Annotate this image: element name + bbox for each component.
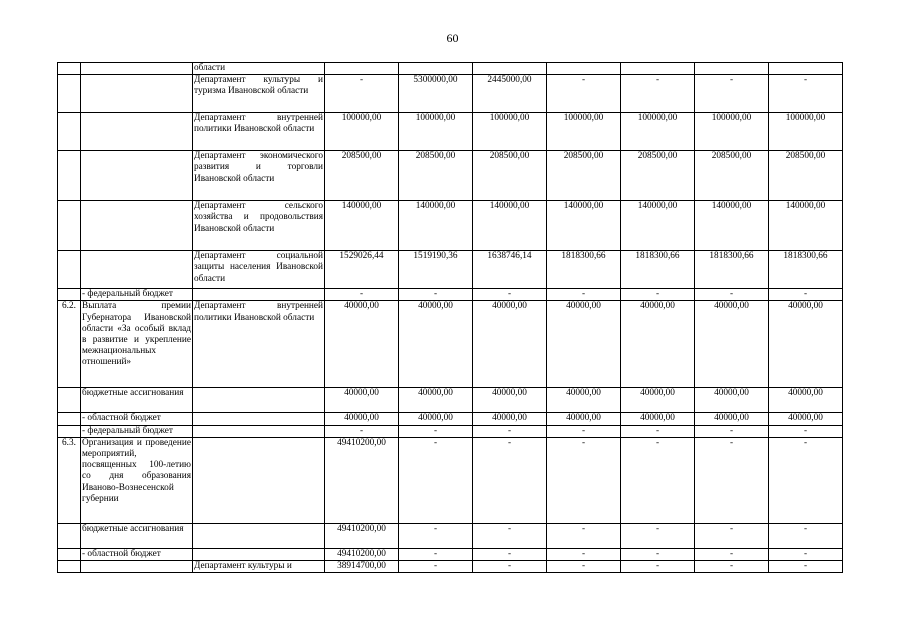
amount-cell: 208500,00 xyxy=(695,151,769,201)
executor-cell: Департамент внутренней политики Ивановской области xyxy=(193,301,325,388)
table-row xyxy=(58,413,843,425)
table-row xyxy=(58,437,843,523)
amount-cell: 49410200,00 xyxy=(325,548,399,560)
amount-cell: - xyxy=(473,425,547,437)
executor-cell: области xyxy=(193,63,325,75)
amount-cell xyxy=(547,63,621,75)
amount-cell: 40000,00 xyxy=(621,388,695,413)
executor-cell: Департамент экономического развития и торговли Ивановской области xyxy=(193,151,325,201)
amount-cell: 208500,00 xyxy=(621,151,695,201)
amount-cell xyxy=(399,63,473,75)
amount-cell: 100000,00 xyxy=(547,113,621,151)
amount-cell: - xyxy=(399,289,473,301)
amount-cell: 40000,00 xyxy=(473,388,547,413)
amount-cell: 40000,00 xyxy=(399,388,473,413)
table-row xyxy=(58,523,843,548)
amount-cell xyxy=(769,63,843,75)
amount-cell: - xyxy=(547,75,621,113)
amount-cell: - xyxy=(621,437,695,523)
amount-cell: - xyxy=(399,425,473,437)
table-row xyxy=(58,388,843,413)
amount-cell: 100000,00 xyxy=(695,113,769,151)
amount-cell: 100000,00 xyxy=(473,113,547,151)
amount-cell: - xyxy=(621,75,695,113)
amount-cell: 140000,00 xyxy=(547,201,621,251)
amount-cell: - xyxy=(695,289,769,301)
item-name-cell xyxy=(81,113,193,151)
table-row xyxy=(58,75,843,113)
item-number-cell xyxy=(58,201,81,251)
table-row xyxy=(58,201,843,251)
amount-cell: - xyxy=(621,561,695,573)
amount-cell: 140000,00 xyxy=(621,201,695,251)
amount-cell: 100000,00 xyxy=(325,113,399,151)
item-number-cell: 6.2. xyxy=(58,301,81,388)
amount-cell: - xyxy=(547,561,621,573)
amount-cell: 40000,00 xyxy=(695,301,769,388)
executor-cell xyxy=(193,523,325,548)
executor-cell xyxy=(193,437,325,523)
item-number-cell xyxy=(58,523,81,548)
amount-cell: - xyxy=(695,75,769,113)
item-number-cell xyxy=(58,425,81,437)
amount-cell xyxy=(325,63,399,75)
executor-cell: Департамент социальной защиты населения Ивановской области xyxy=(193,251,325,289)
table-row xyxy=(58,548,843,560)
amount-cell: 40000,00 xyxy=(769,413,843,425)
amount-cell: 40000,00 xyxy=(399,413,473,425)
item-number-cell xyxy=(58,63,81,75)
amount-cell: 208500,00 xyxy=(769,151,843,201)
executor-cell: Департамент культуры и туризма Ивановской области xyxy=(193,75,325,113)
amount-cell: 49410200,00 xyxy=(325,437,399,523)
table-row xyxy=(58,425,843,437)
amount-cell: - xyxy=(621,548,695,560)
amount-cell: - xyxy=(547,548,621,560)
table-row xyxy=(58,301,843,388)
amount-cell: 140000,00 xyxy=(325,201,399,251)
table-row xyxy=(58,63,843,75)
executor-cell xyxy=(193,425,325,437)
item-name-cell: - федеральный бюджет xyxy=(81,289,193,301)
amount-cell: 1818300,66 xyxy=(695,251,769,289)
amount-cell: - xyxy=(695,561,769,573)
amount-cell: - xyxy=(621,425,695,437)
amount-cell: 40000,00 xyxy=(325,413,399,425)
amount-cell: - xyxy=(769,523,843,548)
amount-cell: 40000,00 xyxy=(695,388,769,413)
amount-cell: - xyxy=(399,548,473,560)
amount-cell: - xyxy=(473,523,547,548)
amount-cell: 1638746,14 xyxy=(473,251,547,289)
amount-cell: 208500,00 xyxy=(325,151,399,201)
amount-cell: 100000,00 xyxy=(621,113,695,151)
amount-cell: - xyxy=(769,437,843,523)
amount-cell: - xyxy=(473,561,547,573)
amount-cell: 40000,00 xyxy=(547,413,621,425)
item-number-cell xyxy=(58,151,81,201)
amount-cell: 5300000,00 xyxy=(399,75,473,113)
amount-cell: 40000,00 xyxy=(621,301,695,388)
item-name-cell xyxy=(81,63,193,75)
amount-cell: - xyxy=(399,561,473,573)
amount-cell: - xyxy=(695,523,769,548)
amount-cell: - xyxy=(769,548,843,560)
amount-cell: 140000,00 xyxy=(473,201,547,251)
item-number-cell xyxy=(58,289,81,301)
table-row xyxy=(58,113,843,151)
executor-cell xyxy=(193,548,325,560)
amount-cell: 208500,00 xyxy=(473,151,547,201)
executor-cell: Департамент культуры и xyxy=(193,561,325,573)
amount-cell: - xyxy=(325,289,399,301)
item-number-cell xyxy=(58,75,81,113)
item-number-cell xyxy=(58,548,81,560)
item-name-cell xyxy=(81,201,193,251)
amount-cell xyxy=(621,63,695,75)
item-name-cell: - областной бюджет xyxy=(81,413,193,425)
amount-cell: 40000,00 xyxy=(473,413,547,425)
amount-cell: 140000,00 xyxy=(695,201,769,251)
amount-cell: 40000,00 xyxy=(621,413,695,425)
amount-cell: - xyxy=(473,289,547,301)
amount-cell: 1519190,36 xyxy=(399,251,473,289)
amount-cell: 208500,00 xyxy=(547,151,621,201)
item-name-cell xyxy=(81,561,193,573)
amount-cell: - xyxy=(473,548,547,560)
item-number-cell: 6.3. xyxy=(58,437,81,523)
amount-cell: 100000,00 xyxy=(769,113,843,151)
amount-cell: - xyxy=(547,523,621,548)
page-number: 60 xyxy=(446,31,459,45)
amount-cell: 208500,00 xyxy=(399,151,473,201)
amount-cell: 1818300,66 xyxy=(621,251,695,289)
item-name-cell: Организация и проведение мероприятий, посвященных 100-летию со дня образования Иваново-Вознесенской губернии xyxy=(81,437,193,523)
amount-cell: - xyxy=(769,425,843,437)
item-number-cell xyxy=(58,388,81,413)
item-number-cell xyxy=(58,251,81,289)
amount-cell: 49410200,00 xyxy=(325,523,399,548)
amount-cell: - xyxy=(769,561,843,573)
table-row xyxy=(58,561,843,573)
amount-cell: - xyxy=(769,289,843,301)
table-row xyxy=(58,289,843,301)
amount-cell: 40000,00 xyxy=(547,301,621,388)
item-name-cell: бюджетные ассигнования xyxy=(81,388,193,413)
item-name-cell xyxy=(81,251,193,289)
table-row xyxy=(58,151,843,201)
table-body xyxy=(58,63,843,573)
item-number-cell xyxy=(58,413,81,425)
amount-cell: 40000,00 xyxy=(695,413,769,425)
item-name-cell: - областной бюджет xyxy=(81,548,193,560)
amount-cell: 1818300,66 xyxy=(547,251,621,289)
amount-cell: - xyxy=(695,425,769,437)
amount-cell: 40000,00 xyxy=(325,301,399,388)
amount-cell: 38914700,00 xyxy=(325,561,399,573)
amount-cell: 40000,00 xyxy=(399,301,473,388)
table-row xyxy=(58,251,843,289)
amount-cell: - xyxy=(399,523,473,548)
amount-cell: 1529026,44 xyxy=(325,251,399,289)
amount-cell: - xyxy=(547,437,621,523)
item-name-cell xyxy=(81,75,193,113)
executor-cell: Департамент сельского хозяйства и продовольствия Ивановской области xyxy=(193,201,325,251)
item-number-cell xyxy=(58,561,81,573)
executor-cell xyxy=(193,388,325,413)
amount-cell: 140000,00 xyxy=(399,201,473,251)
amount-cell: - xyxy=(621,289,695,301)
amount-cell: 40000,00 xyxy=(325,388,399,413)
amount-cell: - xyxy=(621,523,695,548)
executor-cell: Департамент внутренней политики Ивановской области xyxy=(193,113,325,151)
amount-cell: - xyxy=(325,425,399,437)
amount-cell: 40000,00 xyxy=(769,388,843,413)
item-number-cell xyxy=(58,113,81,151)
amount-cell: - xyxy=(325,75,399,113)
amount-cell: 40000,00 xyxy=(547,388,621,413)
item-name-cell: Выплата премии Губернатора Ивановской области «За особый вклад в развитие и укрепление межнациональных отношений» xyxy=(81,301,193,388)
amount-cell: - xyxy=(547,289,621,301)
amount-cell xyxy=(473,63,547,75)
amount-cell: 1818300,66 xyxy=(769,251,843,289)
amount-cell: 40000,00 xyxy=(473,301,547,388)
amount-cell: - xyxy=(695,437,769,523)
amount-cell: - xyxy=(547,425,621,437)
executor-cell xyxy=(193,413,325,425)
amount-cell: 2445000,00 xyxy=(473,75,547,113)
item-name-cell: бюджетные ассигнования xyxy=(81,523,193,548)
amount-cell xyxy=(695,63,769,75)
budget-table xyxy=(57,62,843,573)
amount-cell: - xyxy=(473,437,547,523)
executor-cell xyxy=(193,289,325,301)
amount-cell: - xyxy=(695,548,769,560)
item-name-cell: - федеральный бюджет xyxy=(81,425,193,437)
amount-cell: - xyxy=(769,75,843,113)
item-name-cell xyxy=(81,151,193,201)
amount-cell: 100000,00 xyxy=(399,113,473,151)
amount-cell: 40000,00 xyxy=(769,301,843,388)
amount-cell: - xyxy=(399,437,473,523)
amount-cell: 140000,00 xyxy=(769,201,843,251)
